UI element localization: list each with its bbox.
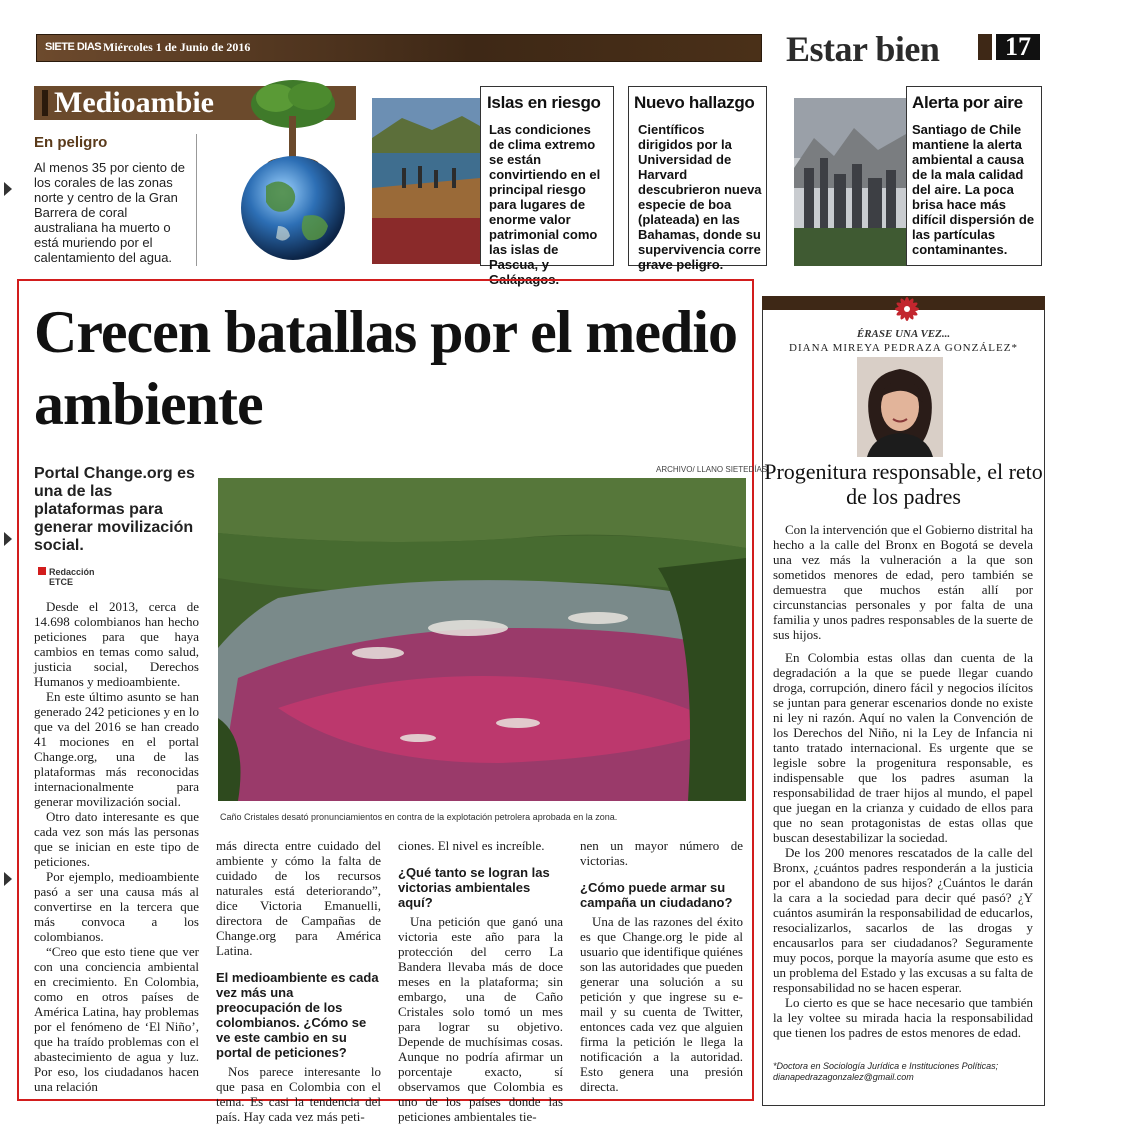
paragraph: Con la intervención que el Gobierno distrital ha hecho a la calle del Bronx en Bogotá se devela una vez más la vulneración a la que son sometidos menores de edad, pero también se demuestra que muchos están allí por circunstancias personales y por falta de una familia y unos padres responsables de la suerte de sus hijos. xyxy=(773,522,1034,642)
news-box-alerta xyxy=(906,86,1042,266)
byline-org: ETCE xyxy=(49,577,74,587)
box-body: Las condiciones de clima extremo se están convirtiendo en el principal riesgo para lugares de enorme valor patrimonial como las islas de Pascua, y Galápagos. xyxy=(489,122,601,287)
opinion-body xyxy=(773,522,1033,1040)
article-headline: Crecen batallas por el medio ambiente xyxy=(34,299,738,437)
earth-tree-illustration xyxy=(238,76,348,266)
article-column-4 xyxy=(580,838,743,1094)
author-email: dianapedrazagonzalez@gmail.com xyxy=(773,1072,914,1082)
box-body: Santiago de Chile mantiene la alerta ambiental a causa de la mala calidad del aire. La poca brisa hace más difícil dispersión de las partículas contaminantes. xyxy=(912,122,1035,257)
paragraph: “Creo que esto tiene que ver con una conciencia ambiental en crecimiento. En Colombia, como en otros países de América Latina, hay problemas por el fenómeno de ‘El Niño’, que ha traído problemas con el abastecimiento de agua y luz. Por eso, los ciudadanos hacen una relación xyxy=(34,944,199,1094)
photo-caption: Caño Cristales desató pronunciamientos en contra de la explotación petrolera aprobada en la zona. xyxy=(220,812,618,822)
paragraph: De los 200 menores rescatados de la calle del Bronx, ¿cuántos padres responderán a la justicia por el abandono de sus hijos? ¿Cuántos le darán la cara a la sociedad para decir qué pasó? ¿Y cuántos asumirán la responsabilidad de educarlos, resocializarlos, sacarlos de las drogas y encausarlos para ser ciudadanos? Seguramente muy pocos, porque la mayoría asume que esto es un problema del Estado y las excusas a su falta de responsabilidad no se hacen esperar. xyxy=(773,845,1033,995)
santiago-city-photo xyxy=(794,98,906,266)
paragraph: Nos parece interesante lo que pasa en Colombia con el tema. Es casi la tendencia del país. Hay cada vez más peti- xyxy=(216,1064,381,1124)
banner-accent xyxy=(42,90,48,116)
paragraph: ciones. El nivel es increíble. xyxy=(398,838,545,853)
article-lead: Portal Change.org es una de las plataformas para generar movilización social. xyxy=(34,465,195,554)
paragraph: En Colombia estas ollas dan cuenta de la degradación a la que se puede llegar cuando droga, corrupción, dinero fácil y negocios ilícitos se juntan para generar escenarios donde no existe ni ley ni razón. Aquí no valen la Convención de los Derechos del Niño, ni la Ley de Infancia ni tanto tratado internacional. Es urgente que se legisle sobre la progenitura responsable, es indispensable que los padres asuman la responsabilidad de traer hijos al mundo, el papel que juegan en la crianza y cuidado de ellos para que no sean protagonistas de estas ollas que buscan desestabilizar la sociedad. xyxy=(773,650,1033,845)
paragraph: Una petición que ganó una victoria este año para la protección del cerro La Bandera llevaba más de doce meses en la plataforma; sin embargo, una de Caño Cristales solo tomó un mes para lograr su objetivo. Depende de muchísimas cosas. Aunque no podría afirmar un porcentaje exacto, sí observamos que Colombia es uno de los países donde las peticiones ambientales tie- xyxy=(398,914,563,1124)
islands-photo xyxy=(372,98,480,264)
brand-logo: SIETE DIAS xyxy=(45,41,102,53)
paragraph: Desde el 2013, cerca de 14.698 colombianos han hecho peticiones para que haya cambios en temas como salud, justicia social, Derechos Humanos y medioambiente. xyxy=(34,599,199,689)
margin-arrow-icon xyxy=(4,182,12,196)
section-title: Estar bien xyxy=(786,29,940,69)
margin-arrow-icon xyxy=(4,872,12,886)
paragraph: Una de las razones del éxito es que Change.org le pide al usuario que identifique quiénes son las autoridades que pueden generar una solución a su petición y que ingrese su e-mail y su cuenta de Twitter, entonces cada vez que alguien firma la petición le llega la notificación a la autoridad. Esto genera una presión directa. xyxy=(580,914,743,1094)
paragraph: Otro dato interesante es que cada vez son más las personas que se inician en este tipo de peticiones. xyxy=(34,809,199,869)
box-body: Científicos dirigidos por la Universidad de Harvard descubrieron nueva especie de boa (plateada) en las Bahamas, donde su supervivencia corre grave peligro. xyxy=(638,122,762,272)
column-author: DIANA MIREYA PEDRAZA GONZÁLEZ* xyxy=(789,342,1018,354)
article-column-2 xyxy=(216,838,381,1124)
page-number-accent xyxy=(978,34,992,60)
peligro-body: Al menos 35 por ciento de los corales de las zonas norte y centro de la Gran Barrera de coral australiana ha muerto o está muriendo por el calentamiento del agua. xyxy=(34,160,186,265)
box-title: Nuevo hallazgo xyxy=(634,93,755,112)
news-box-islas xyxy=(480,86,614,287)
paragraph: nen un mayor número de victorias. xyxy=(580,838,743,868)
column-divider xyxy=(196,134,197,266)
article-column-1 xyxy=(34,599,199,1094)
news-box-hallazgo xyxy=(628,86,767,272)
byline xyxy=(38,567,95,587)
paragraph: Lo cierto es que se hace necesario que también la ley voltee su mirada hacia la responsabilidad que tienen los padres de estos menores de edad. xyxy=(773,995,1033,1040)
flower-ornament-icon xyxy=(890,294,924,324)
byline-marker-icon xyxy=(38,567,46,575)
interview-question: El medioambiente es cada vez más una preocupación de los colombianos. ¿Cómo se ve este cambio en su portal de peticiones? xyxy=(216,970,379,1060)
paragraph: Por ejemplo, medioambiente pasó a ser una causa más al convertirse en la tercera que más convoca a los colombianos. xyxy=(34,869,199,944)
issue-date: Miércoles 1 de Junio de 2016 xyxy=(103,40,251,54)
photo-credit: ARCHIVO/ LLANO SIETEDÍAS xyxy=(656,465,768,474)
page-number-block xyxy=(978,34,1040,60)
page-number: 17 xyxy=(996,34,1040,60)
box-title: Alerta por aire xyxy=(912,93,1023,112)
column-footnote xyxy=(773,1061,1033,1083)
margin-arrow-icon xyxy=(4,532,12,546)
medioambiente-title: Medioambie xyxy=(54,86,214,119)
paragraph: En este último asunto se han generado 242 peticiones y en lo que va del 2016 se han creado 41 mociones en el portal Change.org, una de las plataformas más reconocidas internacionalmente para generar movilización social. xyxy=(34,689,199,809)
cano-cristales-photo xyxy=(218,478,746,801)
column-kicker: ÉRASE UNA VEZ... xyxy=(856,328,951,340)
paragraph: más directa entre cuidado del ambiente y cómo la falta de cuidado de los recursos naturales está deteriorando”, dice Victoria Emanuelli, directora de Campañas de Change.org para América Latina. xyxy=(216,838,381,958)
interview-question: ¿Qué tanto se logran las victorias ambientales aquí? xyxy=(398,865,550,910)
interview-question: ¿Cómo puede armar su campaña un ciudadano? xyxy=(580,880,733,910)
peligro-heading: En peligro xyxy=(34,134,108,151)
author-portrait xyxy=(857,357,943,457)
header-bar xyxy=(36,34,762,62)
footnote-text: *Doctora en Sociología Jurídica e Instituciones Políticas; xyxy=(773,1061,999,1071)
box-title: Islas en riesgo xyxy=(487,93,601,112)
article-column-3 xyxy=(398,838,563,1124)
column-title: Progenitura responsable, el reto de los padres xyxy=(764,459,1043,509)
byline-label: Redacción xyxy=(49,567,95,577)
